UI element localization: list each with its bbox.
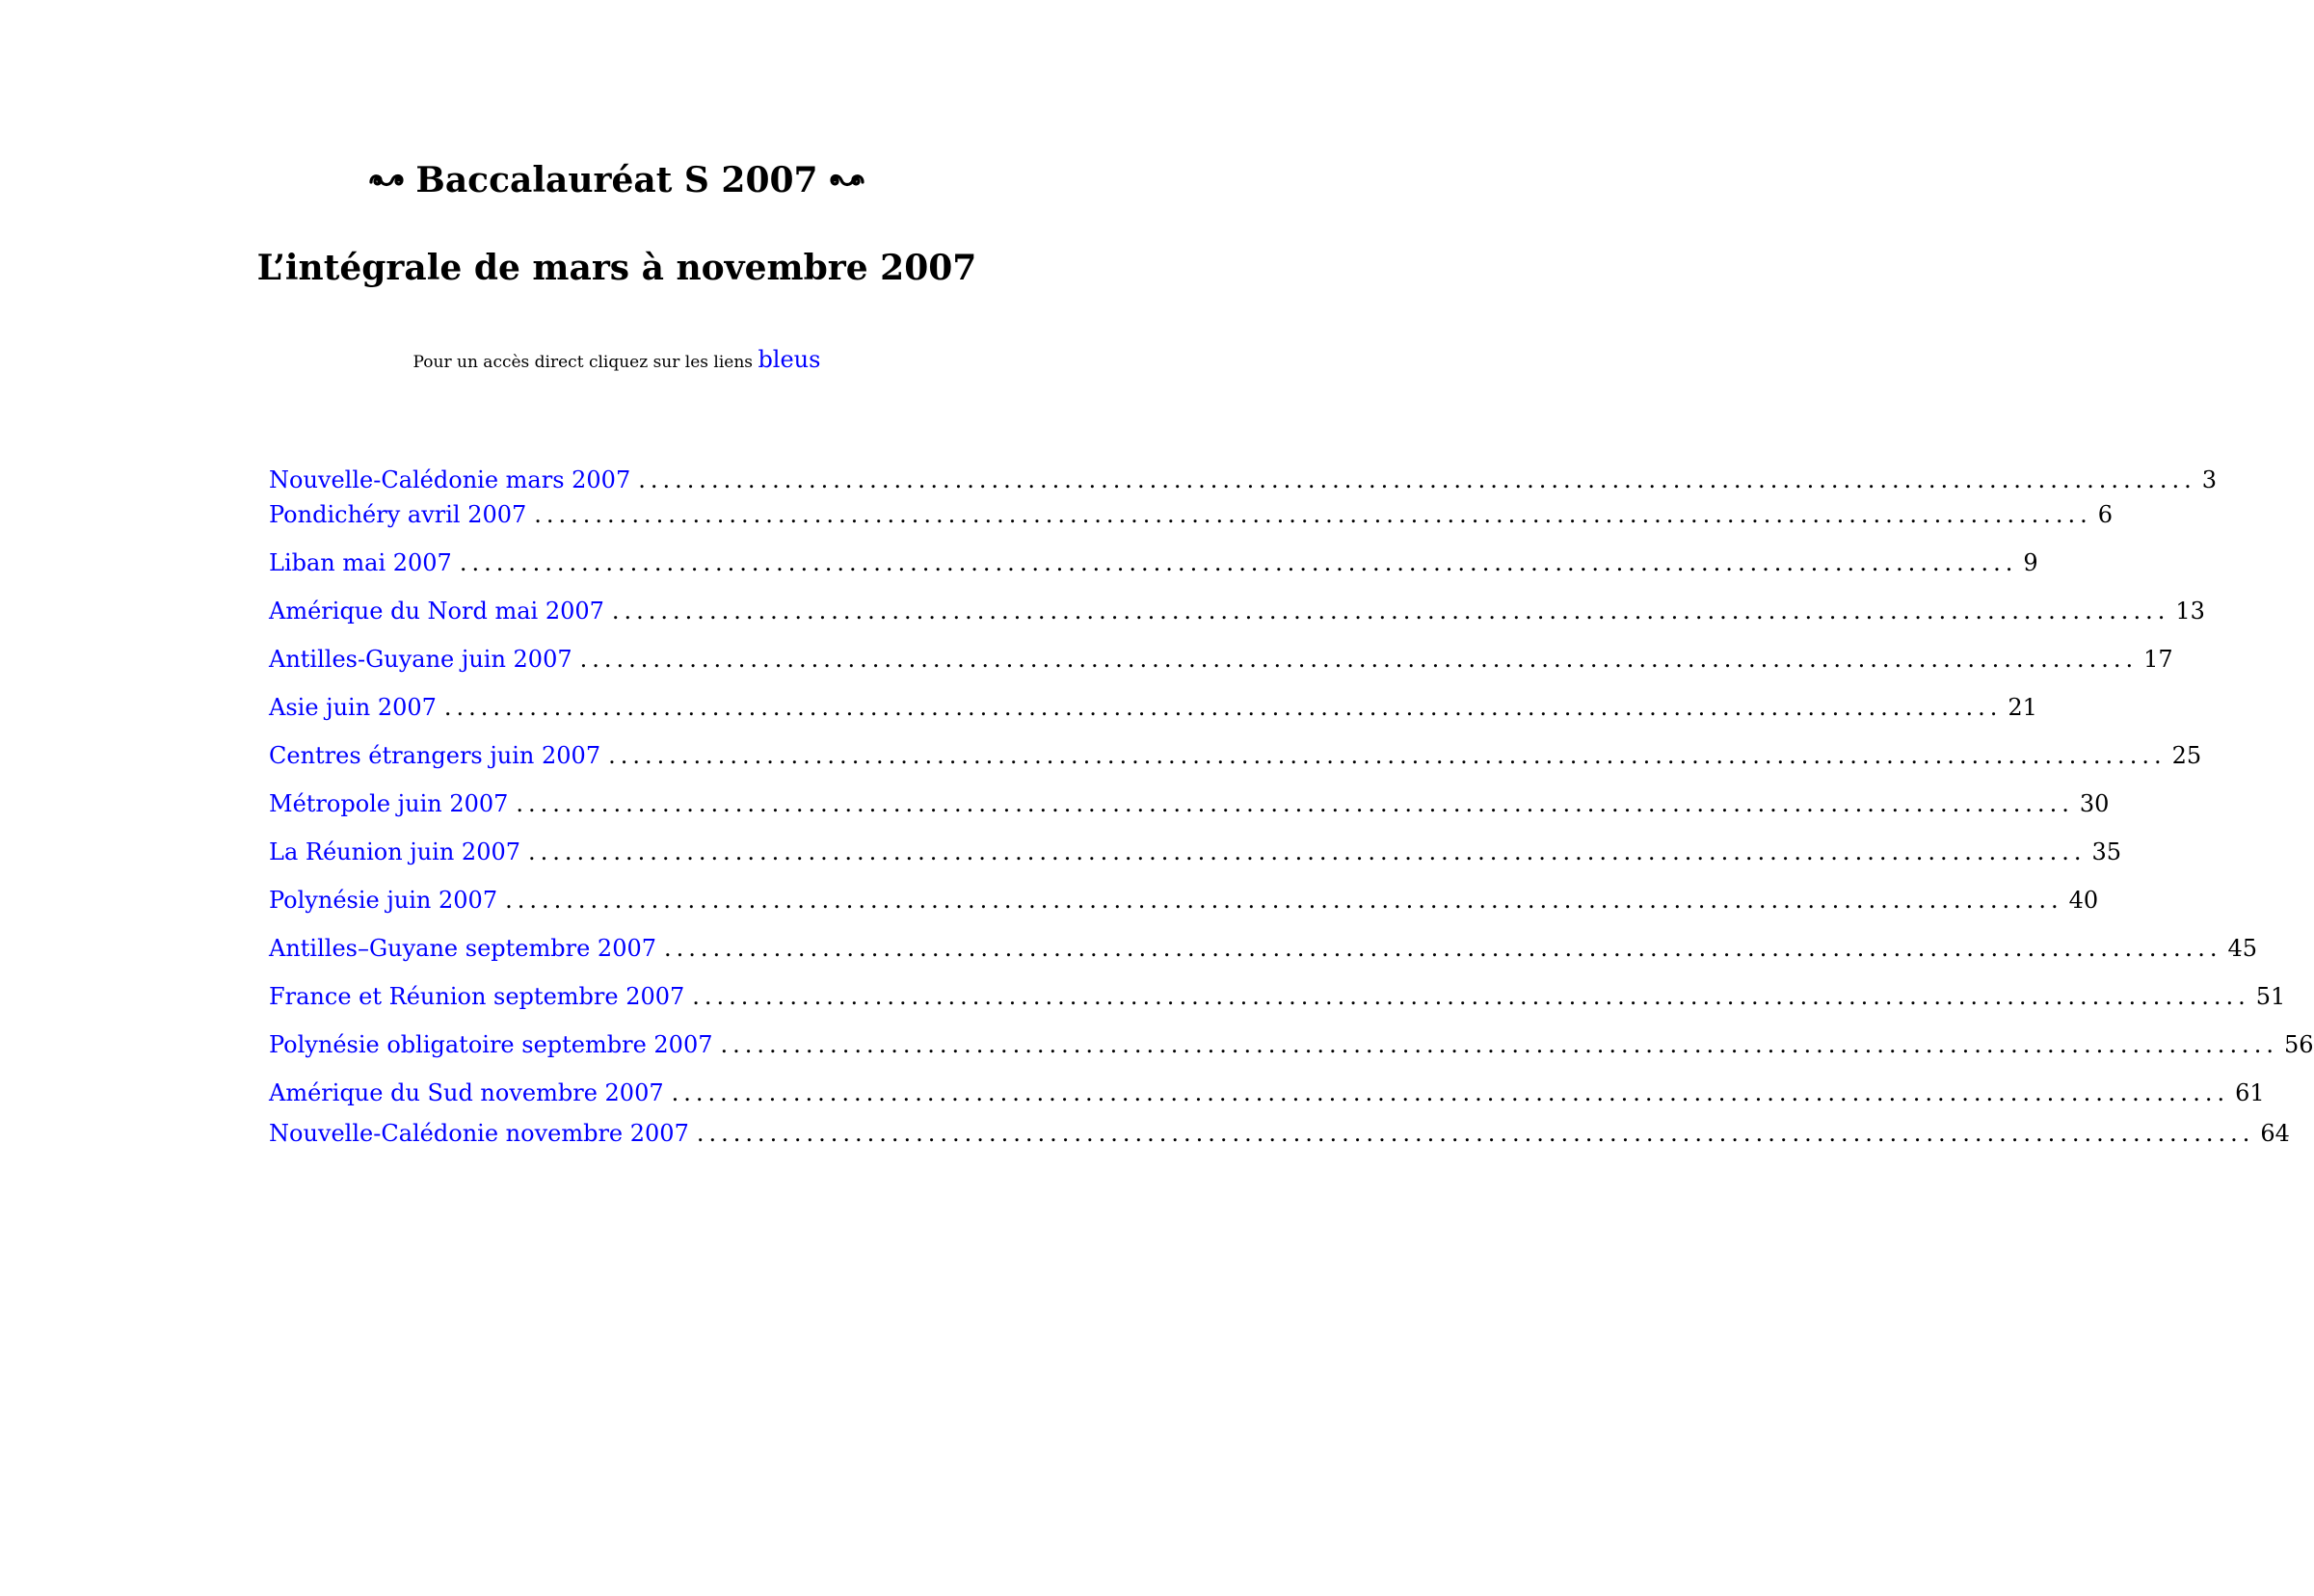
toc-link[interactable]: Polynésie obligatoire septembre 2007 bbox=[269, 1031, 713, 1058]
toc-entry[interactable] bbox=[269, 692, 2037, 723]
toc-entry[interactable] bbox=[269, 596, 2205, 626]
toc-entry[interactable] bbox=[269, 788, 2110, 819]
toc-page-number: 13 bbox=[2175, 598, 2205, 625]
toc-link[interactable]: La Réunion juin 2007 bbox=[269, 838, 521, 865]
toc-leader-dots: ................................................................................................................................ bbox=[528, 838, 2087, 865]
toc-link[interactable]: Nouvelle-Calédonie novembre 2007 bbox=[269, 1120, 689, 1147]
toc-entry[interactable] bbox=[269, 981, 2286, 1012]
toc-entry[interactable] bbox=[269, 740, 2202, 771]
table-of-contents bbox=[269, 0, 2314, 1596]
toc-entry[interactable] bbox=[269, 1077, 2265, 1108]
toc-page-number: 21 bbox=[2008, 694, 2037, 721]
toc-leader-dots: ................................................................................................................................ bbox=[534, 501, 2092, 528]
toc-page-number: 25 bbox=[2171, 742, 2202, 769]
toc-page-number: 35 bbox=[2091, 838, 2122, 865]
toc-leader-dots: ................................................................................................................................ bbox=[720, 1031, 2278, 1058]
toc-link[interactable]: Nouvelle-Calédonie mars 2007 bbox=[269, 466, 631, 493]
toc-leader-dots: ................................................................................................................................ bbox=[696, 1120, 2255, 1147]
toc-entry[interactable] bbox=[269, 1029, 2314, 1060]
toc-leader-dots: ................................................................................................................................ bbox=[516, 790, 2074, 817]
toc-entry[interactable] bbox=[269, 465, 2218, 495]
toc-page-number: 51 bbox=[2255, 983, 2286, 1010]
toc-page-number: 64 bbox=[2260, 1120, 2290, 1147]
toc-page-number: 6 bbox=[2097, 501, 2114, 528]
toc-entry[interactable] bbox=[269, 644, 2173, 675]
toc-link[interactable]: France et Réunion septembre 2007 bbox=[269, 983, 685, 1010]
toc-leader-dots: ................................................................................................................................ bbox=[443, 694, 2003, 721]
toc-leader-dots: ................................................................................................................................ bbox=[692, 983, 2250, 1010]
toc-page-number: 9 bbox=[2023, 549, 2038, 576]
page-subtitle: L’intégrale de mars à novembre 2007 bbox=[256, 248, 977, 288]
toc-leader-dots: ................................................................................................................................ bbox=[664, 935, 2222, 962]
toc-page-number: 45 bbox=[2227, 935, 2258, 962]
toc-leader-dots: ................................................................................................................................ bbox=[459, 549, 2018, 576]
toc-link[interactable]: Liban mai 2007 bbox=[269, 549, 452, 576]
toc-page-number: 3 bbox=[2201, 466, 2218, 493]
toc-page-number: 40 bbox=[2068, 887, 2099, 914]
toc-page-number: 56 bbox=[2284, 1031, 2314, 1058]
toc-link[interactable]: Asie juin 2007 bbox=[269, 694, 437, 721]
toc-page-number: 17 bbox=[2143, 646, 2173, 673]
toc-link[interactable]: Antilles–Guyane septembre 2007 bbox=[269, 935, 656, 962]
toc-page-number: 61 bbox=[2235, 1079, 2265, 1106]
toc-page-number: 30 bbox=[2079, 790, 2110, 817]
toc-entry[interactable] bbox=[269, 933, 2258, 964]
toc-link[interactable]: Centres étrangers juin 2007 bbox=[269, 742, 601, 769]
instruction-prefix: Pour un accès direct cliquez sur les liens bbox=[412, 353, 754, 372]
instruction-link-word: bleus bbox=[758, 346, 821, 373]
toc-leader-dots: ................................................................................................................................ bbox=[611, 598, 2170, 625]
toc-link[interactable]: Polynésie juin 2007 bbox=[269, 887, 498, 914]
toc-entry[interactable] bbox=[269, 547, 2038, 578]
toc-entry[interactable] bbox=[269, 499, 2114, 530]
toc-leader-dots: ................................................................................................................................ bbox=[579, 646, 2139, 673]
toc-leader-dots: ................................................................................................................................ bbox=[608, 742, 2167, 769]
title-text: Baccalauréat S 2007 bbox=[415, 160, 818, 200]
toc-entry[interactable] bbox=[269, 1118, 2290, 1149]
toc-link[interactable]: Amérique du Sud novembre 2007 bbox=[269, 1079, 664, 1106]
toc-entry[interactable] bbox=[269, 837, 2122, 867]
toc-link[interactable]: Métropole juin 2007 bbox=[269, 790, 509, 817]
toc-leader-dots: ................................................................................................................................ bbox=[638, 466, 2196, 493]
toc-link[interactable]: Pondichéry avril 2007 bbox=[269, 501, 527, 528]
toc-leader-dots: ................................................................................................................................ bbox=[671, 1079, 2230, 1106]
toc-entry[interactable] bbox=[269, 885, 2099, 916]
toc-link[interactable]: Antilles-Guyane juin 2007 bbox=[269, 646, 572, 673]
toc-link[interactable]: Amérique du Nord mai 2007 bbox=[269, 598, 604, 625]
toc-leader-dots: ................................................................................................................................ bbox=[505, 887, 2063, 914]
